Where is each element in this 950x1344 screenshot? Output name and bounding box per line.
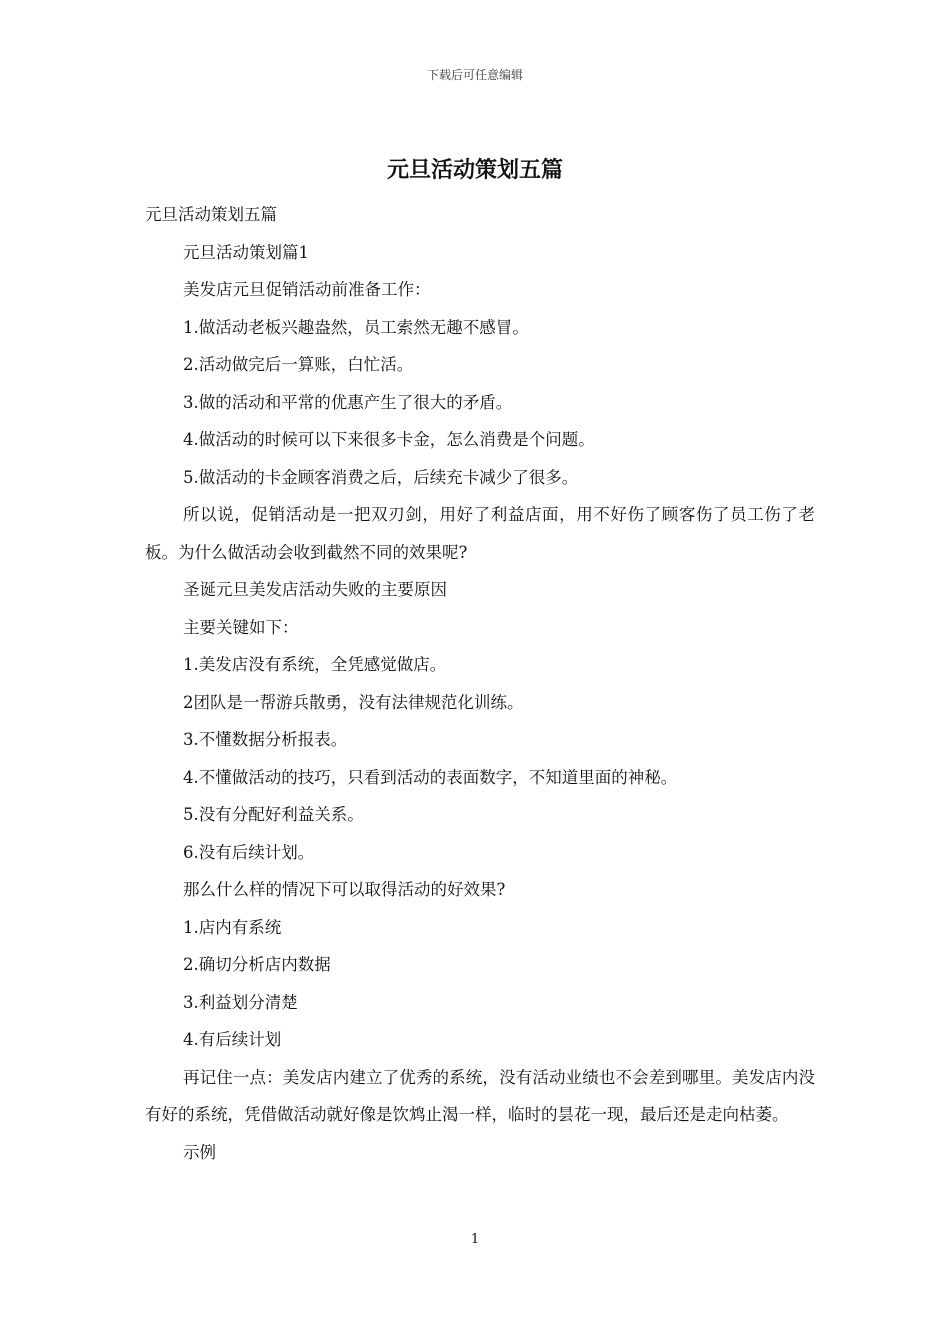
- document-body: [145, 196, 815, 1171]
- header-note: 下载后可任意编辑: [426, 68, 523, 82]
- body-paragraph: 5.做活动的卡金顾客消费之后，后续充卡减少了很多。: [183, 467, 579, 487]
- body-paragraph: 3.不懂数据分析报表。: [183, 730, 348, 749]
- body-paragraph: 元旦活动策划五篇: [145, 205, 277, 224]
- body-paragraph: 1.美发店没有系统，全凭感觉做店。: [183, 655, 447, 674]
- body-paragraph: 所以说，促销活动是一把双刃剑，用好了利益店面，用不好伤了顾客伤了员工伤了老板。为什么做活动会收到截然不同的效果呢?: [145, 505, 815, 562]
- body-paragraph: 圣诞元旦美发店活动失败的主要原因: [183, 580, 447, 599]
- body-paragraph: 美发店元旦促销活动前准备工作：: [183, 280, 431, 299]
- body-paragraph: 3.做的活动和平常的优惠产生了很大的矛盾。: [183, 392, 513, 412]
- body-paragraph: 3.利益划分清楚: [183, 992, 298, 1012]
- body-paragraph: 1.店内有系统: [183, 917, 282, 937]
- page-number: 1: [470, 1232, 480, 1247]
- body-paragraph: 主要关键如下：: [183, 617, 299, 637]
- body-paragraph: 2团队是一帮游兵散勇，没有法律规范化训练。: [183, 692, 524, 712]
- body-paragraph: 4.做活动的时候可以下来很多卡金，怎么消费是个问题。: [183, 430, 595, 449]
- body-paragraph: 再记住一点：美发店内建立了优秀的系统，没有活动业绩也不会差到哪里。美发店内没有好的系统，凭借做活动就好像是饮鸩止渴一样，临时的昙花一现，最后还是走向枯萎。: [145, 1067, 815, 1124]
- body-paragraph: 2.确切分析店内数据: [183, 955, 331, 974]
- body-paragraph: 元旦活动策划篇1: [183, 242, 309, 262]
- body-paragraph: 5.没有分配好利益关系。: [183, 805, 364, 824]
- body-paragraph: 4.不懂做活动的技巧，只看到活动的表面数字，不知道里面的神秘。: [183, 767, 678, 787]
- body-paragraph: 1.做活动老板兴趣盎然，员工索然无趣不感冒。: [183, 317, 529, 337]
- body-paragraph: 示例: [183, 1142, 216, 1162]
- body-paragraph: 6.没有后续计划。: [183, 842, 315, 862]
- body-paragraph: 那么什么样的情况下可以取得活动的好效果?: [183, 880, 506, 899]
- body-paragraph: 2.活动做完后一算账，白忙活。: [183, 355, 414, 374]
- body-paragraph: 4.有后续计划: [183, 1030, 282, 1049]
- document-title: 元旦活动策划五篇: [386, 157, 563, 183]
